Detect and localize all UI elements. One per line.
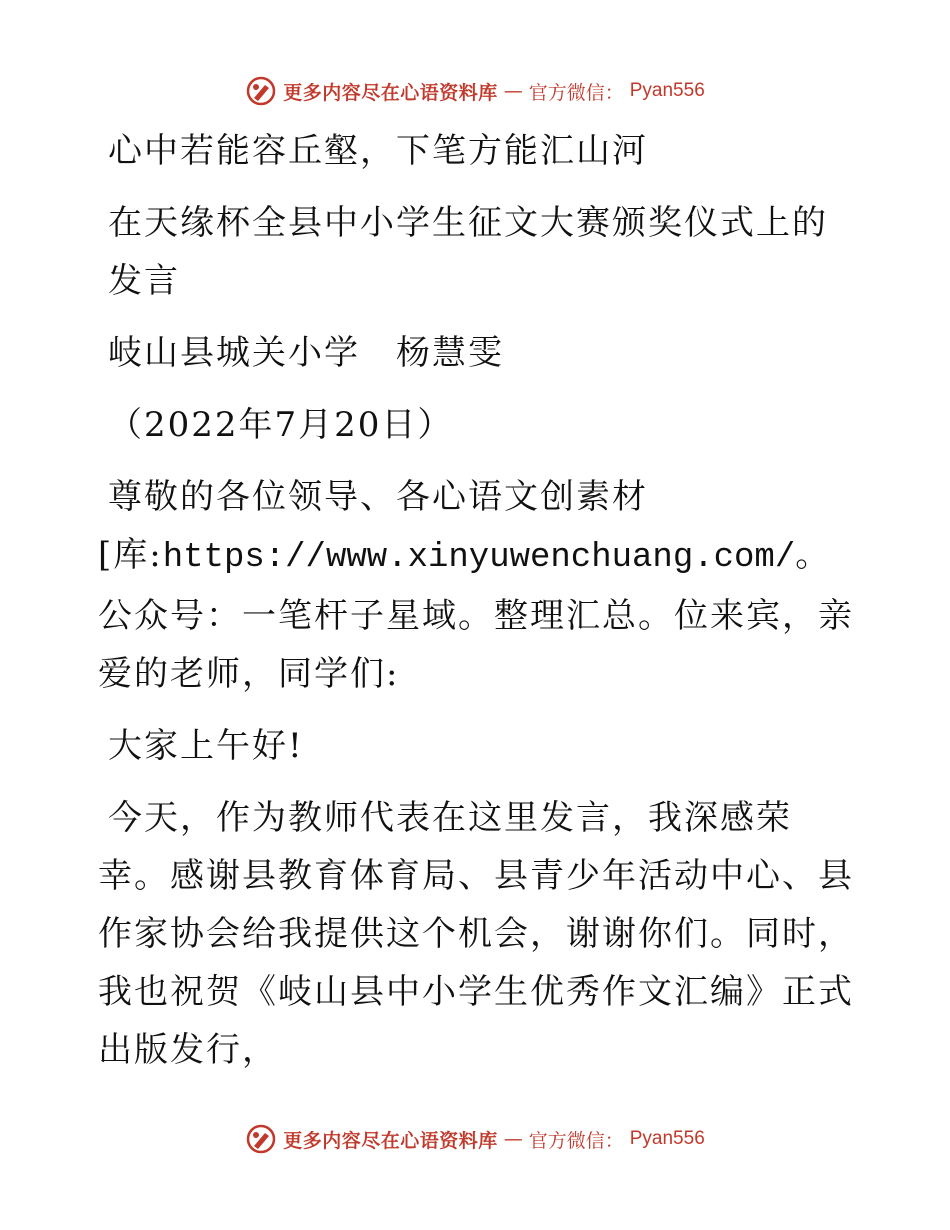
- banner-wechat-label: 官方微信：: [528, 81, 624, 104]
- doc-title: 心中若能容丘壑，下笔方能汇山河: [108, 131, 648, 171]
- pen-logo-icon: [245, 75, 277, 107]
- paragraph-1-text: 今天，作为教师代表在这里发言，我深感荣幸。感谢县教育体育局、县青少年活动中心、县作家协会给我提供这个机会，谢谢你们。同时，我也祝贺《岐山县中小学生优秀作文汇编》正式出版发行，: [98, 798, 854, 1070]
- banner-wechat-id: Pyan556: [629, 1128, 705, 1149]
- footer-banner: [0, 1122, 950, 1156]
- doc-paragraph-1: [98, 789, 858, 1079]
- pen-logo-icon: [245, 1123, 277, 1155]
- doc-greeting: 大家上午好!: [108, 726, 304, 766]
- banner-text: 更多内容尽在心语资料库: [283, 81, 498, 104]
- banner-dash: —: [503, 1128, 523, 1150]
- salutation-rest: 。公众号：一笔杆子星域。整理汇总。位来宾，亲爱的老师，同学们:: [98, 535, 854, 694]
- document-body: [98, 122, 858, 1093]
- salutation-url: https://www.xinyuwenchuang.com/: [162, 539, 796, 577]
- doc-salutation: [98, 468, 858, 703]
- banner-wechat-id: Pyan556: [629, 80, 705, 101]
- doc-author: 岐山县城关小学 杨慧雯: [108, 333, 504, 373]
- salutation-text: 尊敬的各位领导、各心语文创素材[库:: [98, 477, 648, 575]
- doc-date: （2022年7月20日）: [108, 405, 454, 445]
- banner-dash: —: [503, 80, 523, 102]
- doc-subtitle: 在天缘杯全县中小学生征文大赛颁奖仪式上的发言: [108, 203, 828, 301]
- banner-wechat-label: 官方微信：: [528, 1129, 624, 1152]
- header-banner: [0, 74, 950, 108]
- banner-text: 更多内容尽在心语资料库: [283, 1129, 498, 1152]
